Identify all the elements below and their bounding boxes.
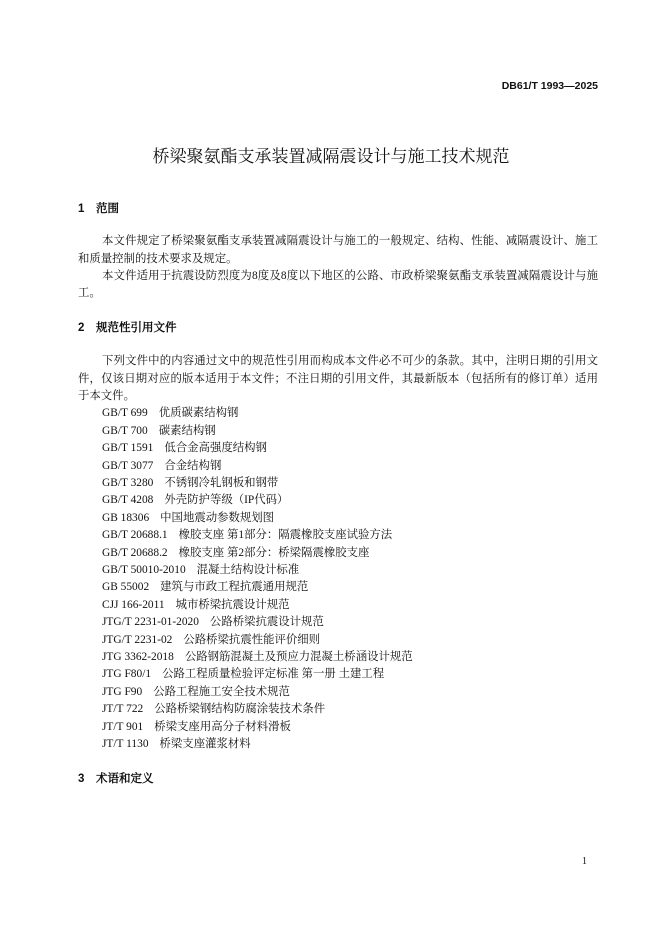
reference-item [78,736,598,753]
reference-title: 公路桥梁抗震性能评价细则 [183,633,321,646]
paragraph-line: 本文件规定了桥梁聚氨酯支承装置减隔震设计与施工的一般规定、结构、性能、减隔震设计、施工 [102,235,598,248]
reference-item [78,475,598,492]
reference-title: 中国地震动参数规划图 [160,511,275,524]
section-title: 规范性引用文件 [96,322,177,334]
reference-code: GB/T 20688.1 [102,529,168,542]
section-number: 2 [78,322,85,334]
reference-code: GB/T 3280 [102,477,154,490]
section-body-normative-references [78,353,598,753]
reference-item [78,649,598,666]
reference-title: 公路桥梁抗震设计规范 [209,616,324,629]
reference-title: 合金结构钢 [164,459,222,472]
section-title: 术语和定义 [96,773,154,785]
reference-item [78,684,598,701]
reference-item [78,545,598,562]
reference-title: 橡胶支座 第1部分：隔震橡胶支座试验方法 [178,529,393,542]
reference-title: 桥梁支座灌浆材料 [159,737,251,750]
page-number: 1 [582,856,587,867]
reference-title: 公路工程施工安全技术规范 [153,685,290,698]
document-code: DB61/T 1993—2025 [501,80,598,92]
reference-code: JTG F90 [102,685,143,698]
document-title: 桥梁聚氨酯支承装置减隔震设计与施工技术规范 [152,147,510,166]
reference-code: JTG F80/1 [102,668,152,681]
reference-code: JT/T 722 [102,703,144,716]
reference-item [78,719,598,736]
paragraph-line: 和质量控制的技术要求及规定。 [78,252,238,265]
reference-code: GB 55002 [102,581,150,594]
reference-title: 桥梁支座用高分子材料滑板 [154,720,291,733]
section-title: 范围 [96,203,119,215]
reference-title: 混凝土结构设计标准 [196,563,300,576]
reference-code: JTG 3362-2018 [102,650,174,663]
reference-item [78,440,598,457]
reference-item [78,701,598,718]
reference-code: JTG/T 2231-02 [102,633,173,646]
reference-code: GB/T 4208 [102,494,154,507]
reference-title: 建筑与市政工程抗震通用规范 [160,581,309,594]
section-number: 3 [78,773,85,785]
reference-item [78,527,598,544]
reference-title: 公路钢筋混凝土及预应力混凝土桥涵设计规范 [184,650,413,663]
reference-code: CJJ 166-2011 [102,598,165,611]
reference-code: GB/T 3077 [102,459,154,472]
reference-title: 不锈钢冷轧钢板和钢带 [164,477,279,490]
paragraph-line: 于本文件。 [78,390,135,403]
reference-title: 优质碳素结构钢 [158,407,239,420]
section-heading-terms-definitions [78,770,154,788]
paragraph-line: 件，仅该日期对应的版本适用于本文件；不注日期的引用文件，其最新版本（包括所有的修订单）适用 [78,372,598,385]
paragraph-line: 下列文件中的内容通过文中的规范性引用而构成本文件必不可少的条款。其中，注明日期的引用文 [102,355,598,368]
reference-title: 橡胶支座 第2部分：桥梁隔震橡胶支座 [178,546,370,559]
reference-item [78,614,598,631]
reference-item [78,666,598,683]
reference-title: 公路桥梁钢结构防腐涂装技术条件 [154,703,326,716]
reference-item [78,562,598,579]
section-heading-normative-references [78,319,177,337]
reference-title: 外壳防护等级（IP代码） [164,494,289,507]
paragraph-line: 本文件适用于抗震设防烈度为8度及8度以下地区的公路、市政桥梁聚氨酯支承装置减隔震设计与施 [102,270,598,283]
reference-item [78,632,598,649]
reference-item [78,492,598,509]
reference-code: GB/T 1591 [102,442,154,455]
section-number: 1 [78,203,85,215]
section-heading-scope [78,200,119,218]
reference-title: 公路工程质量检验评定标准 第一册 土建工程 [162,668,385,681]
reference-code: GB 18306 [102,511,150,524]
reference-item [78,597,598,614]
reference-list [78,405,598,753]
reference-title: 碳素结构钢 [158,424,216,437]
reference-item [78,458,598,475]
reference-title: 低合金高强度结构钢 [164,442,267,455]
reference-item [78,405,598,422]
reference-code: JT/T 1130 [102,737,149,750]
reference-code: GB/T 699 [102,407,148,420]
paragraph-line: 工。 [78,287,101,300]
reference-item [78,423,598,440]
reference-code: JT/T 901 [102,720,144,733]
reference-title: 城市桥梁抗震设计规范 [175,598,290,611]
reference-item [78,579,598,596]
reference-item [78,510,598,527]
reference-code: GB/T 20688.2 [102,546,168,559]
section-body-scope [78,233,598,303]
reference-code: JTG/T 2231-01-2020 [102,616,199,629]
reference-code: GB/T 50010-2010 [102,563,186,576]
reference-code: GB/T 700 [102,424,148,437]
